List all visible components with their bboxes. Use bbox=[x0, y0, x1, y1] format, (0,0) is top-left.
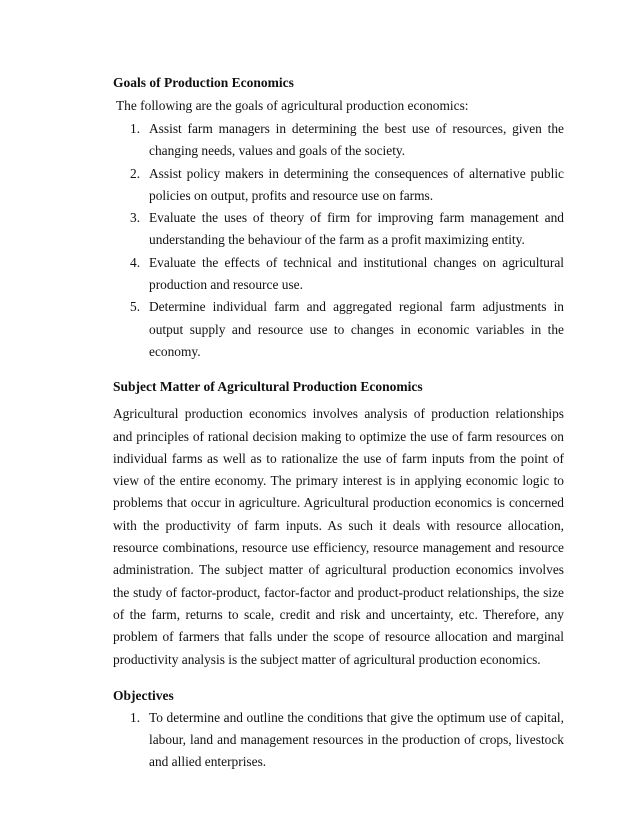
list-item-number: 4. bbox=[130, 254, 141, 270]
list-item-number: 1. bbox=[130, 121, 141, 136]
list-item-number: 5. bbox=[130, 299, 141, 315]
list-item-text: Determine individual farm and aggregated regional farm adjustments in output supply and resource use to changes in economic variables in the economy. bbox=[149, 299, 564, 359]
list-item bbox=[113, 118, 564, 163]
list-item bbox=[113, 207, 564, 252]
goals-intro: The following are the goals of agricultural production economics: bbox=[116, 98, 469, 113]
list-item-text: Assist farm managers in determining the best use of resources, given the changing needs, values and goals of the society. bbox=[149, 121, 564, 159]
list-item bbox=[113, 252, 564, 297]
list-item bbox=[113, 296, 564, 363]
subject-matter-heading: Subject Matter of Agricultural Production Economics bbox=[113, 379, 423, 395]
list-item-number: 1. bbox=[130, 709, 141, 725]
goals-list bbox=[113, 118, 564, 363]
list-item bbox=[113, 163, 564, 208]
objectives-heading: Objectives bbox=[113, 687, 174, 703]
list-item-text: Assist policy makers in determining the consequences of alternative public policies on output, profits and resource use on farms. bbox=[149, 165, 564, 203]
objectives-list bbox=[113, 707, 564, 774]
goals-heading: Goals of Production Economics bbox=[113, 75, 294, 90]
list-item-text: To determine and outline the conditions that give the optimum use of capital, labour, land and management resources in the production of crops, livestock and allied enterprises. bbox=[149, 709, 564, 770]
list-item-number: 2. bbox=[130, 165, 141, 181]
list-item-text: Evaluate the effects of technical and institutional changes on agricultural production and resource use. bbox=[149, 254, 564, 293]
list-item bbox=[113, 707, 564, 774]
list-item-number: 3. bbox=[130, 210, 141, 226]
list-item-text: Evaluate the uses of theory of firm for improving farm management and understanding the behaviour of the farm as a profit maximizing entity. bbox=[149, 210, 564, 248]
subject-matter-paragraph: Agricultural production economics involves analysis of production relationships and principles of rational decision making to optimize the use of farm resources on individual farms as well as to rationalize the use of farm inputs from the point of view of the entire economy. The primary interest is in applying economic logic to problems that occur in agriculture. Agricultural production economics is concerned with the productivity of farm inputs. As such it deals with resource allocation, resource combinations, resource use efficiency, resource management and resource administration. The subject matter of agricultural production economics involves the study of factor-product, factor-factor and product-product relationships, the size of the farm, returns to scale, credit and risk and uncertainty, etc. Therefore, any problem of farmers that falls under the scope of resource allocation and marginal productivity analysis is the subject matter of agricultural production economics. bbox=[113, 406, 564, 667]
